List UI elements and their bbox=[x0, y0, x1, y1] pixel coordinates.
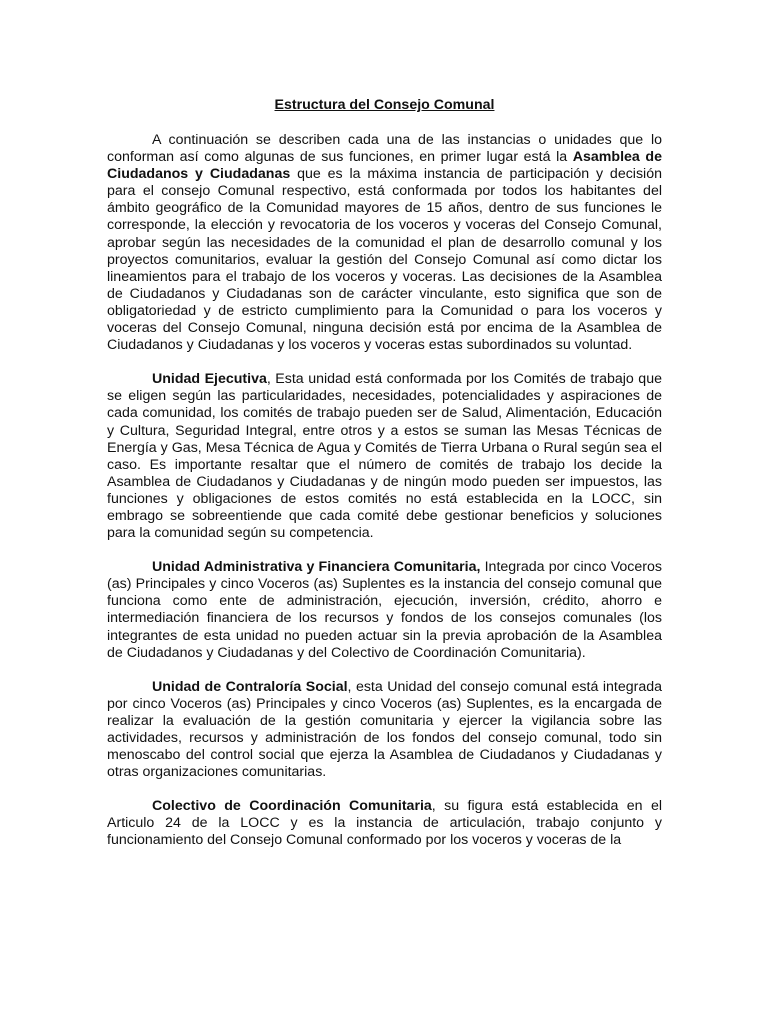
paragraph-text: , esta Unidad del consejo comunal está integrada por cinco Voceros (as) Principales y cinco Voceros (as) Suplentes, es la encargada de realizar la evaluación de la gestión comunitaria y ejercer la vigilancia sobre las actividades, recursos y administración de los fondos del consejo comunal, todo sin menoscabo del control social que ejerza la Asamblea de Ciudadanos y Ciudadanas y otras organizaciones comunitarias. bbox=[107, 678, 662, 781]
paragraph-text: Integrada por cinco Voceros (as) Principales y cinco Voceros (as) Suplentes es la instancia del consejo comunal que funciona como ente de administración, ejecución, inversión, crédito, ahorro e intermediación financiera de los recursos y fondos de los consejos comunales (los integrantes de esta unidad no pueden actuar sin la previa aprobación de la Asamblea de Ciudadanos y Ciudadanas y del Colectivo de Coordinación Comunitaria). bbox=[107, 559, 663, 661]
paragraph-heading: Unidad Ejecutiva bbox=[152, 371, 267, 388]
paragraph-text: , su figura está establecida en el Articulo 24 de la LOCC y es la instancia de articulación, trabajo conjunto y funcionamiento del Consejo Comunal conformado por los voceros y voceras de la bbox=[107, 798, 662, 849]
paragraph-heading: Unidad Administrativa y Financiera Comunitaria, bbox=[152, 559, 481, 576]
paragraph-intro-text: A continuación se describen cada una de las instancias o unidades que lo conforman así como algunas de sus funciones, en primer lugar está la bbox=[107, 132, 662, 166]
paragraph-intro-rest: que es la máxima instancia de participación y decisión para el consejo Comunal respectivo, está conformada por todos los habitantes del ámbito geográfico de la Comunidad mayores de 15 años, dentro de sus funciones le corresponde, la elección y revocatoria de los voceros y voceras del Consejo Comunal, aprobar según las necesidades de la comunidad el plan de desarrollo comunal y los proyectos comunitarios, evaluar la gestión del Consejo Comunal así como dictar los lineamientos para el trabajo de los voceros y voceras. Las decisiones de la Asamblea de Ciudadanos y Ciudadanas son de carácter vinculante, esto significa que son de obligatoriedad y de estricto cumplimiento para la Comunidad o para los voceros y voceras del Consejo Comunal, ninguna decisión está por encima de la Asamblea de Ciudadanos y Ciudadanas y los voceros y voceras estas subordinados su voluntad. bbox=[107, 166, 662, 354]
paragraph-intro bbox=[107, 132, 662, 354]
paragraph-heading: Unidad de Contraloría Social bbox=[152, 678, 348, 695]
paragraph-unidad-administrativa bbox=[107, 559, 662, 662]
document-title: Estructura del Consejo Comunal bbox=[274, 97, 495, 113]
paragraph-colectivo-coordinacion bbox=[107, 798, 662, 849]
paragraph-intro-bold: Asamblea de Ciudadanos y Ciudadanas bbox=[107, 149, 662, 183]
paragraph-unidad-ejecutiva bbox=[107, 371, 662, 542]
paragraph-unidad-contraloria bbox=[107, 679, 662, 782]
paragraph-heading: Colectivo de Coordinación Comunitaria bbox=[152, 798, 432, 815]
paragraph-text: , Esta unidad está conformada por los Comités de trabajo que se eligen según las particularidades, necesidades, potencialidades y aspiraciones de cada comunidad, los comités de trabajo pueden ser de Salud, Alimentación, Educación y Cultura, Seguridad Integral, entre otros y a estos se suman las Mesas Técnicas de Energía y Gas, Mesa Técnica de Agua y Comités de Tierra Urbana o Rural según sea el caso. Es importante resaltar que el número de comités de trabajo los decide la Asamblea de Ciudadanos y Ciudadanas y de ningún modo pueden ser impuestos, las funciones y obligaciones de estos comités no está establecida en la LOCC, sin embrago se sobreentiende que cada comité debe gestionar beneficios y soluciones para la comunidad según su competencia. bbox=[107, 371, 662, 542]
